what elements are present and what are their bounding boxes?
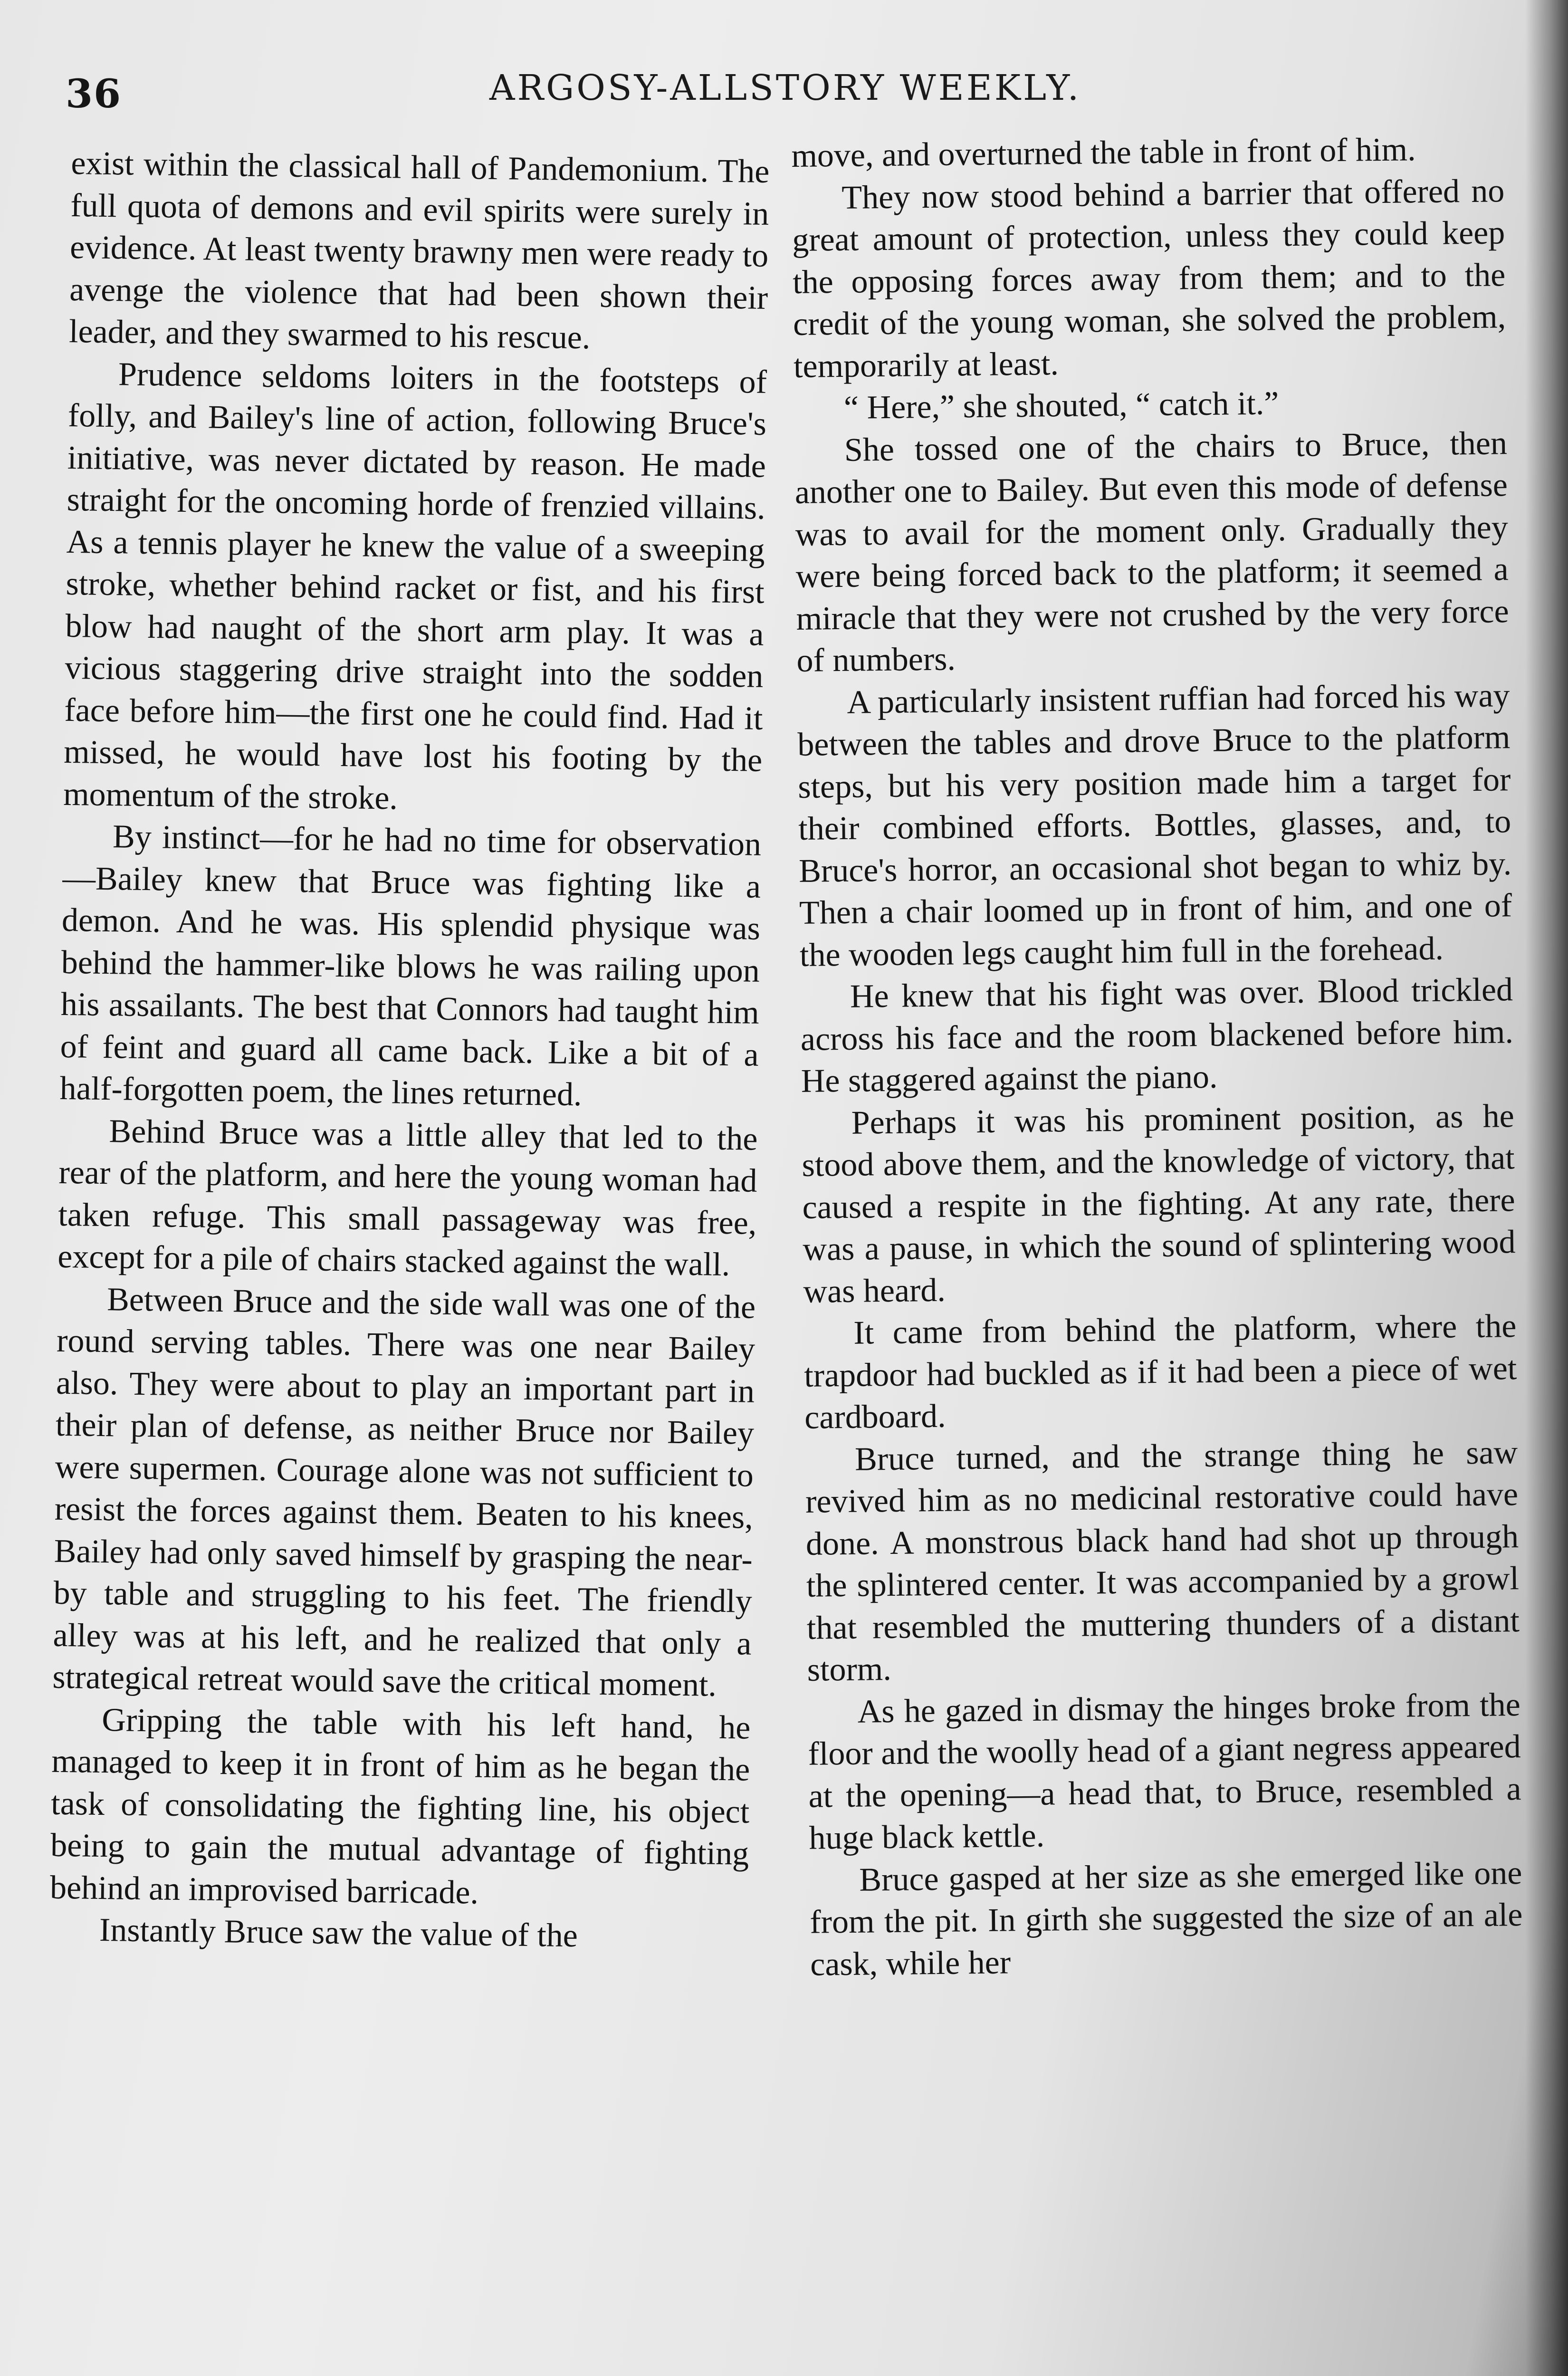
paragraph: Bruce turned, and the strange thing he saw revived him as no medicinal restorative could have done. A monstrous black hand had shot up through the splintered center. It was accompanied by a growl that resembled the muttering thunders of a distant storm. (805, 1434, 1520, 1688)
paragraph: Perhaps it was his prominent position, as he stood above them, and the knowledge of victory, that caused a respite in the fighting. At any rate, there was a pause, in which the sound of splintering wood was heard. (802, 1097, 1516, 1310)
page-edge-shadow (1525, 0, 1568, 2376)
paragraph: move, and overturned the table in front of him. (791, 131, 1416, 174)
paragraph: Bruce gasped at her size as she emerged like one from the pit. In girth she suggested the size of an ale cask, while her (809, 1854, 1523, 1983)
paragraph: She tossed one of the chairs to Bruce, then another one to Bailey. But even this mode of defense was to avail for the moment only. Gradually they were being forced back to the platform; it seemed a miracle that they were not crushed by the very force of numbers. (794, 424, 1509, 679)
paragraph: “ Here,” she shouted, “ catch it.” (843, 385, 1279, 426)
paragraph: Prudence seldoms loiters in the footsteps of folly, and Bailey's line of action, following Bruce's initiative, was never dictated by reason. He made straight for the oncoming horde of frenzied villains. As a tennis player he knew the value of a sweeping stroke, whether behind racket or fist, and his first blow had naught of the short arm play. It was a vicious staggering drive straight into the sodden face before him—the first one he could find. Had it missed, he would have lost his footing by the momentum of the stroke. (63, 355, 767, 816)
paragraph: Instantly Bruce saw the value of the (99, 1912, 578, 1954)
paragraph: A particularly insistent ruffian had forced his way between the tables and drove Bruce to the platform steps, but his very position made him a target for their combined efforts. Bottles, glasses, and, to Bruce's horror, an occasional shot began to whiz by. Then a chair loomed up in front of him, and one of the wooden legs caught him full in the forehead. (797, 677, 1512, 974)
running-head-title: ARGOSY-ALLSTORY WEEKLY. (489, 67, 1081, 108)
page-number: 36 (66, 71, 122, 117)
paragraph: Gripping the table with his left hand, he managed to keep it in front of him as he began the task of consolidating the fighting line, his object being to gain the mutual advantage of fighting behind an improvised barricade. (49, 1701, 751, 1911)
paragraph: Between Bruce and the side wall was one of the round serving tables. There was one near Bailey also. They were about to play an important part in their plan of defense, as neither Bruce nor Bailey were supermen. Courage alone was not sufficient to resist the forces against them. Beaten to his knees, Bailey had only saved himself by grasping the near-by table and struggling to his feet. The friendly alley was at his left, and he realized that only a strategical retreat would save the critical moment. (52, 1281, 756, 1704)
paragraph: As he gazed in dismay the hinges broke from the floor and the woolly head of a giant negress appeared at the opening—a head that, to Bruce, resembled a huge black kettle. (808, 1686, 1521, 1857)
paragraph: exist within the classical hall of Pandemonium. The full quota of demons and evil spirits were surely in evidence. At least twenty brawny men were ready to avenge the violence that had been shown their leader, and they swarmed to his rescue. (68, 144, 770, 356)
right-column (791, 128, 1527, 2376)
paragraph: By instinct—for he had no time for observation—Bailey knew that Bruce was fighting like a demon. And he was. His splendid physique was behind the hammer-like blows he was railing upon his assailants. The best that Connors had taught him of feint and guard all came back. Like a bit of a half-forgotten poem, the lines returned. (59, 818, 762, 1113)
paragraph: It came from behind the platform, where the trapdoor had buckled as if it had been a piece of wet cardboard. (803, 1308, 1517, 1436)
paragraph: He knew that his fight was over. Blood trickled across his face and the room blackened before him. He staggered against the piano. (800, 971, 1514, 1100)
paragraph: Behind Bruce was a little alley that led to the rear of the platform, and here the young woman had taken refuge. This small passageway was free, except for a pile of chairs stacked against the wall. (57, 1112, 758, 1284)
left-column (44, 143, 770, 2376)
paragraph: They now stood behind a barrier that offered no great amount of protection, unless they could keep the opposing forces away from them; and to the credit of the young woman, she solved the problem, temporarily at least. (792, 172, 1506, 385)
